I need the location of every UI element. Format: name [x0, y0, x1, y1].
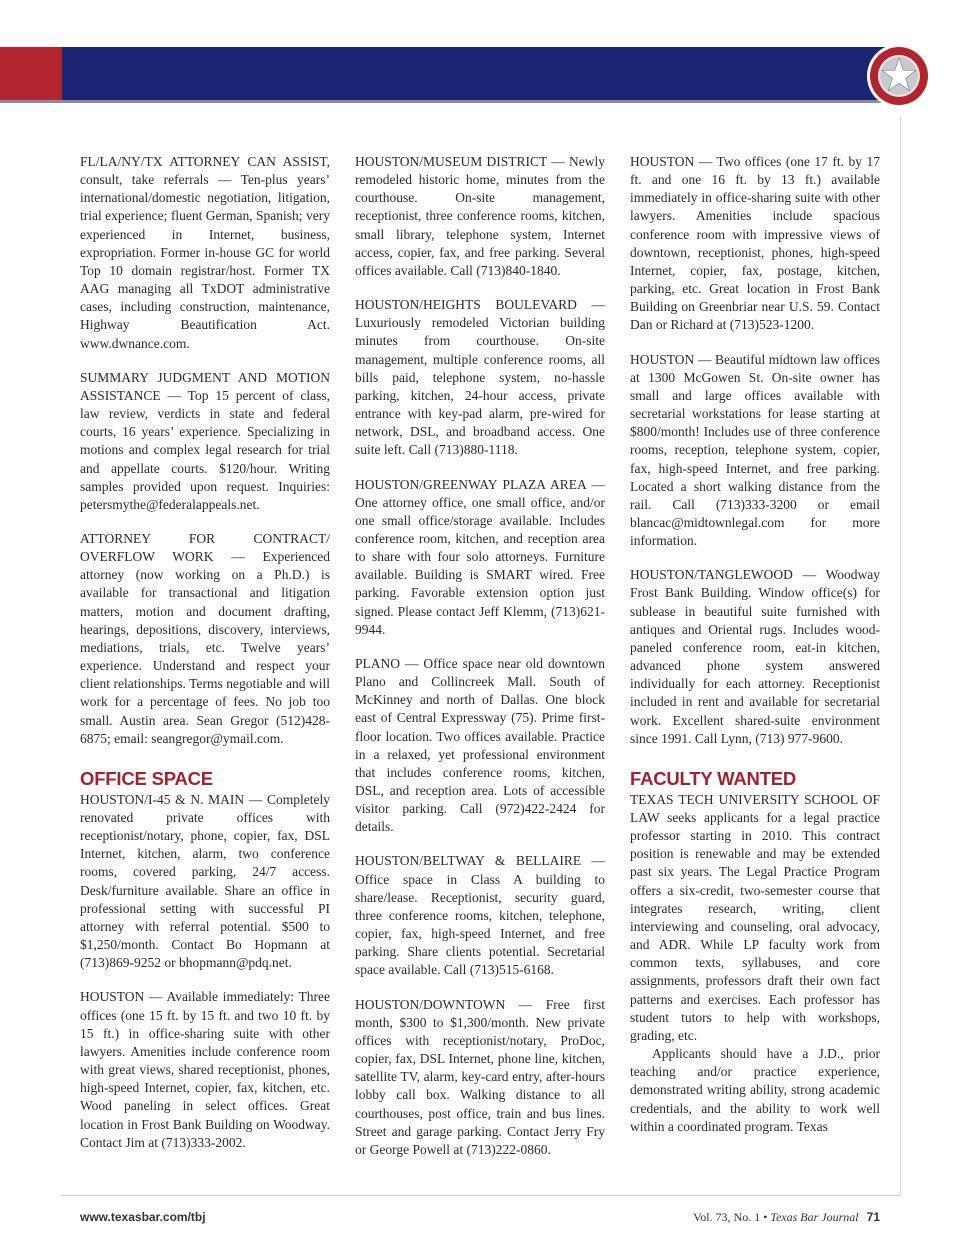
- classified-ad: HOUSTON/HEIGHTS BOULEVARD — Luxuriously remodeled Victorian building minutes from courthouse. On-site management, multiple conference rooms, all bills paid, telephone system, no-hassle parking, kitchen, 24-hour access, private entrance with key-pad alarm, pre-wired for network, DSL, and broadband access. One suite left. Call (713)880-1118.: [355, 297, 605, 458]
- classified-ad: SUMMARY JUDGMENT AND MOTION ASSISTANCE — Top 15 percent of class, law review, verdicts in state and federal courts, 16 years’ experience. Specializing in motions and complex legal research for trial and appellate courts. $120/hour. Writing samples provided upon request. Inquiries: petersmythe@federalappeals.net.: [80, 369, 330, 512]
- header-banner-blue: [62, 47, 902, 103]
- classified-ad: PLANO — Office space near old downtown Plano and Collincreek Mall. South of McKinney and north of Dallas. One block east of Central Expressway (75). Prime first-floor location. Two offices available. Practice in a relaxed, yet professional environment that includes conference rooms, kitchen, DSL, and reception area. Lots of accessible visitor parking. Call (972)422-2424 for details.: [355, 655, 605, 835]
- footer-page-number: 71: [866, 1210, 880, 1224]
- footer-bullet: •: [763, 1210, 768, 1224]
- classified-ad: HOUSTON — Beautiful midtown law offices at 1300 McGowen St. On-site owner has small and large offices available with secretarial workstations for lease starting at $800/month! Includes use of three conference rooms, reception, telephone system, copier, fax, high-speed Internet, and free parking. Located a short walking distance from the rail. Call (713)333-3200 or email blancac@midtownlegal.com for more information.: [630, 351, 880, 549]
- header-banner-shadow: [0, 100, 902, 103]
- column-1: [80, 153, 330, 1168]
- footer-issue: Vol. 73, No. 1: [693, 1210, 761, 1224]
- classified-ad: HOUSTON/MUSEUM DISTRICT — Newly remodeled historic home, minutes from the courthouse. On-site management, receptionist, three conference rooms, kitchen, small library, telephone system, Internet access, copier, fax, and free parking. Several offices available. Call (713)840-1840.: [355, 154, 605, 278]
- classified-ad: TEXAS TECH UNIVERSITY SCHOOL OF LAW seeks applicants for a legal practice professor starting in 2010. This contract position is renewable and may be extended past six years. The Legal Practice Program offers a six-credit, two-semester course that integrates research, writing, client interviewing and counseling, oral advocacy, and ADR. While LP faculty work from common texts, syllabuses, and core assignments, professors draft their own fact patterns and exercises. Each professor has student tutors to help with workshops, grading, etc.: [630, 791, 880, 1043]
- classified-ad: HOUSTON/DOWNTOWN — Free first month, $300 to $1,300/month. New private offices with receptionist/notary, ProDoc, copier, fax, DSL Internet, phone line, kitchen, satellite TV, alarm, key-card entry, after-hours lobby call box. Walking distance to all courthouses, post office, train and bus lines. Street and garage parking. Contact Jerry Fry or George Powell at (713)222-0860.: [355, 996, 605, 1157]
- classified-ad: HOUSTON/I-45 & N. MAIN — Completely renovated private offices with receptionist/notary, phone, copier, fax, DSL Internet, kitchen, alarm, two conference rooms, covered parking, 24/7 access. Desk/furniture available. Share an office in professional setting with successful PI attorney with referral potential. $500 to $1,250/month. Contact Bo Hopmann at (713)869-9252 or bhopmann@pdq.net.: [80, 791, 330, 971]
- header-banner-red: [0, 47, 62, 103]
- footer-magazine: Texas Bar Journal: [770, 1210, 859, 1224]
- texas-star-icon: [866, 43, 932, 109]
- column-3: [630, 153, 880, 1152]
- section-heading-office-space: OFFICE SPACE: [80, 767, 213, 789]
- footer-folio: [693, 1210, 880, 1225]
- footer-url[interactable]: www.texasbar.com/tbj: [80, 1210, 206, 1224]
- classified-ad: ATTORNEY FOR CONTRACT/ OVERFLOW WORK — Experienced attorney (now working on a Ph.D.) is available for transactional and litigation matters, motion and document drafting, hearings, depositions, discovery, interviews, mediations, trials, etc. Twelve years’ experience. Understand and respect your client relationships. Terms negotiable and will work for a percentage of fees. No job too small. Austin area. Sean Gregor (512)428-6875; email: seangregor@ymail.com.: [80, 530, 330, 746]
- classified-ad: HOUSTON/BELTWAY & BELLAIRE — Office space in Class A building to share/lease. Receptionist, security guard, three conference rooms, kitchen, telephone, copier, fax, high-speed Internet, and free parking. Share clients potential. Secretarial space available. Call (713)515-6168.: [355, 853, 605, 978]
- classified-ad: Applicants should have a J.D., prior teaching and/or practice experience, demonstrated writing ability, strong academic credentials, and the ability to work well within a coordinated program. Texas: [630, 1046, 880, 1134]
- section-heading-faculty-wanted: FACULTY WANTED: [630, 767, 797, 789]
- column-2: [355, 153, 605, 1175]
- classified-ad: FL/LA/NY/TX ATTORNEY CAN ASSIST, consult, take referrals — Ten-plus years’ international/domestic negotiation, litigation, trial experience; fluent German, Spanish; very experienced in Internet, business, expropriation. Former in-house GC for world Top 10 domain registrar/host. Former TX AAG managing all TxDOT administrative cases, including construction, maintenance, Highway Beautification Act. www.dwnance.com.: [80, 154, 330, 351]
- classified-ad: HOUSTON/GREENWAY PLAZA AREA — One attorney office, one small office, and/or one small office/storage available. Includes conference room, kitchen, and reception area to share with four solo attorneys. Furniture available. Building is SMART wired. Free parking. Favorable extension option just signed. Please contact Jeff Klemm, (713)621-9944.: [355, 476, 605, 637]
- classified-ad: HOUSTON/TANGLEWOOD — Woodway Frost Bank Building. Window office(s) for sublease in beautiful suite furnished with antiques and Oriental rugs. Includes wood-paneled conference room, eat-in kitchen, advanced phone system answered individually for each attorney. Receptionist included in rent and available for secretarial work. Excellent shared-suite environment since 1991. Call Lynn, (713) 977-9600.: [630, 567, 880, 746]
- classified-ad: HOUSTON — Two offices (one 17 ft. by 17 ft. and one 16 ft. by 13 ft.) available immediately in office-sharing suite with other lawyers. Amenities include spacious conference room with impressive views of downtown, receptionist, phones, high-speed Internet, copier, fax, postage, kitchen, parking, etc. Great location in Frost Bank Building on Greenbriar near U.S. 59. Contact Dan or Richard at (713)523-1200.: [630, 154, 880, 333]
- classified-ad: HOUSTON — Available immediately: Three offices (one 15 ft. by 15 ft. and two 10 ft. by 15 ft.) in office-sharing suite with other lawyers. Amenities include conference room with great views, shared receptionist, phones, high-speed Internet, copier, fax, kitchen, etc. Wood paneling in select offices. Great location in Frost Bank Building on Woodway. Contact Jim at (713)333-2002.: [80, 989, 330, 1150]
